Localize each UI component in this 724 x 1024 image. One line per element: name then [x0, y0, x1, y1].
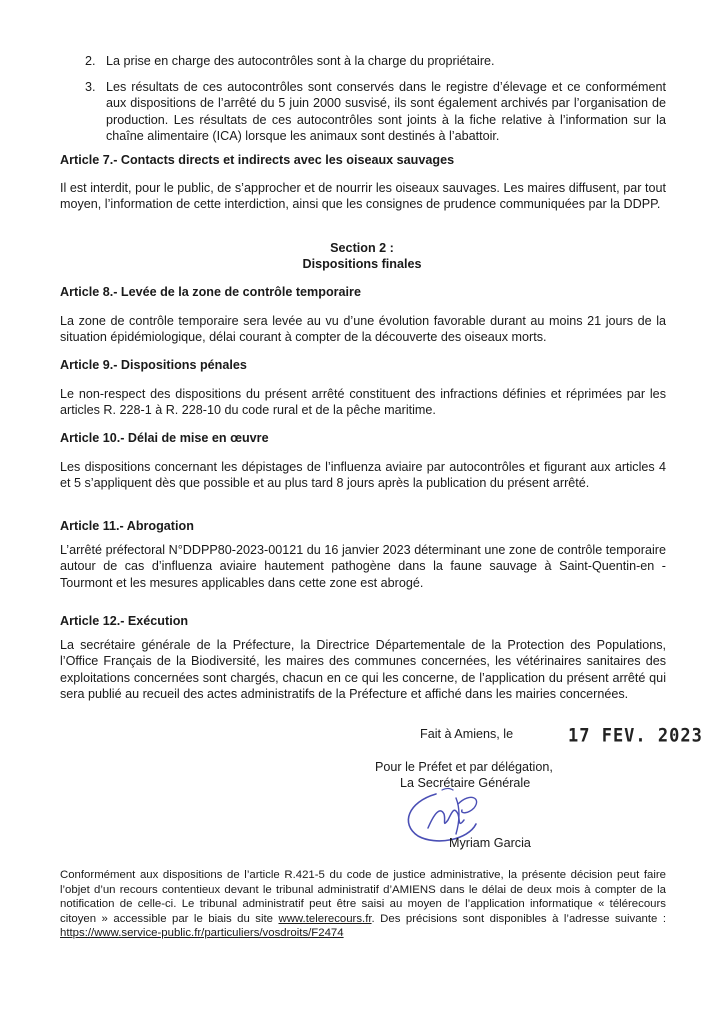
list-item-number: 2.	[85, 54, 96, 68]
legal-notice	[60, 868, 666, 941]
article-12-body: La secrétaire générale de la Préfecture, la Directrice Départementale de la Protection des Populations, l’Office Français de la Biodiversité, les maires des communes concernées, les vétérinaires sanitaires des exploitations concernées sont chargés, chacun en ce qui les concerne, de l’application du présent arrêté qui sera publié au recueil des actes administratifs de la Préfecture et affiché dans les mairies concernées.	[60, 638, 666, 702]
section-subtitle: Dispositions finales	[302, 257, 422, 271]
article-9-body: Le non-respect des dispositions du présent arrêté constituent des infractions définies et réprimées par les articles R. 228-1 à R. 228-10 du code rural et de la pêche maritime.	[60, 387, 666, 418]
signature-delegation: Pour le Préfet et par délégation,	[375, 760, 553, 774]
date-stamp: 17 FEV. 2023	[568, 725, 703, 747]
section-title: Section 2 :	[330, 241, 394, 255]
article-8-body: La zone de contrôle temporaire sera levée au vu d’une évolution favorable durant au moins 21 jours de la situation épidémiologique, délai courant à compter de la découverte des oiseaux morts.	[60, 314, 666, 345]
signatory-name: Myriam Garcia	[449, 836, 531, 850]
article-10-body: Les dispositions concernant les dépistages de l’influenza aviaire par autocontrôles et figurant aux articles 4 et 5 s’appliquent dès que possible et au plus tard 8 jours après la publication du présent arrêté.	[60, 460, 666, 491]
legal-notice-text-mid: . Des précisions sont disponibles à l’adresse suivante :	[371, 912, 666, 925]
list-item-text: La prise en charge des autocontrôles sont à la charge du propriétaire.	[106, 54, 495, 68]
telerecours-link[interactable]: www.telerecours.fr	[278, 912, 372, 925]
article-8-heading: Article 8.- Levée de la zone de contrôle temporaire	[60, 285, 361, 299]
article-7-body: Il est interdit, pour le public, de s’approcher et de nourrir les oiseaux sauvages. Les maires diffusent, par tout moyen, l’information de cette interdiction, ainsi que les consignes de prudence communiquées par la DDPP.	[60, 181, 666, 212]
list-item-text: Les résultats de ces autocontrôles sont conservés dans le registre d’élevage et ce conformément aux dispositions de l’arrêté du 5 juin 2000 susvisé, ils sont également archivés par l’organisation de production. Les résultats de ces autocontrôles sont joints à la fiche relative à l’information sur la chaîne alimentaire (ICA) lorsque les animaux sont destinés à l’abattoir.	[106, 80, 666, 144]
legal-notice-text: Conformément aux dispositions de l’article R.421-5 du code de justice administrative, la présente décision peut faire l’objet d’un recours contentieux devant le tribunal administratif d’AMIENS dans le délai de deux mois à compter de la notification de celle-ci. Le tribunal administratif peut être saisi au moyen de l’application informatique « télérecours citoyen » accessible par le biais du site	[60, 869, 666, 925]
service-public-link[interactable]: https://www.service-public.fr/particuliers/vosdroits/F2474	[60, 927, 344, 940]
signature-place: Fait à Amiens, le	[420, 727, 514, 741]
article-11-heading: Article 11.- Abrogation	[60, 519, 194, 533]
article-12-heading: Article 12.- Exécution	[60, 614, 189, 628]
article-11-body: L’arrêté préfectoral N°DDPP80-2023-00121 du 16 janvier 2023 déterminant une zone de contrôle temporaire autour de cas d’influenza aviaire hautement pathogène dans la faune sauvage à Saint-Quentin-en -Tourmont et les mesures applicables dans cette zone est abrogé.	[60, 543, 666, 590]
list-item-number: 3.	[85, 80, 96, 94]
article-7-heading: Article 7.- Contacts directs et indirects avec les oiseaux sauvages	[60, 153, 455, 167]
article-10-heading: Article 10.- Délai de mise en œuvre	[60, 431, 269, 445]
signature-role: La Secrétaire Générale	[400, 776, 531, 790]
article-9-heading: Article 9.- Dispositions pénales	[60, 358, 247, 372]
